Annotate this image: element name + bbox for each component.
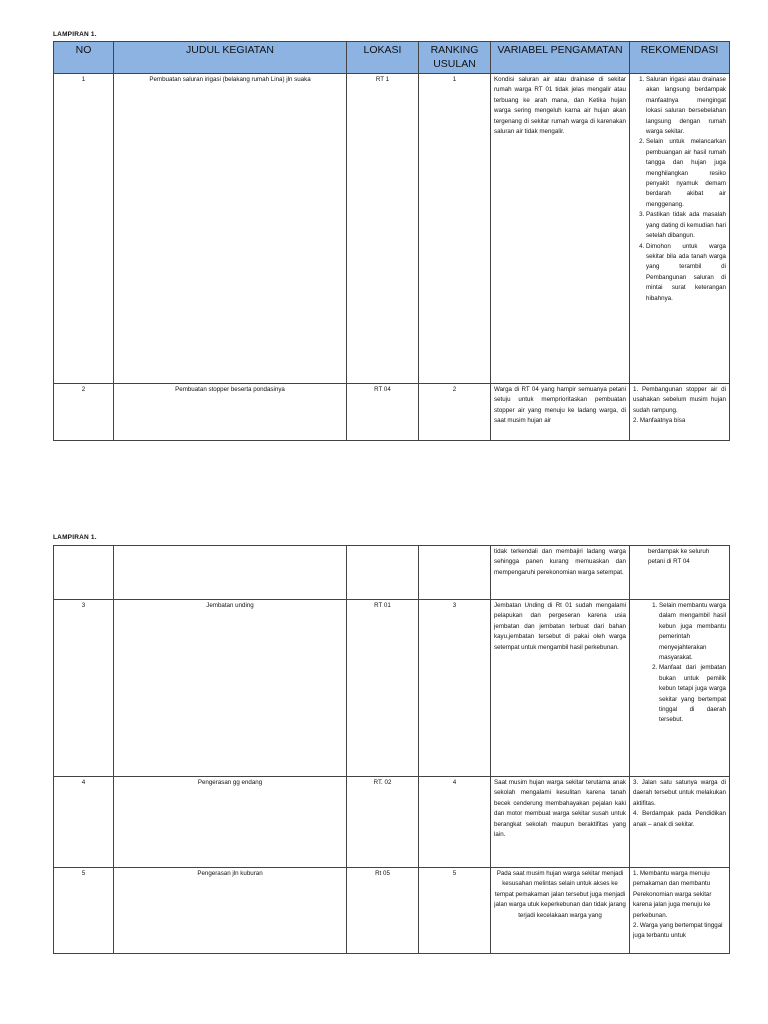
- list-item: 1. Saluran irigasi atau drainase akan langsung berdampak manfaatnya mengingat lokasi saluran bersebelahan langsung dengan rumah warga sekitar.: [646, 75, 726, 137]
- row-variabel: Kondisi saluran air atau drainase di sekitar rumah warga RT 01 tidak jelas mengalir atau terbuang ke arah mana, dan Ketika hujan warga sering mengeluh karna air hujan akan tergenang di sekitar rumah warga di karenakan saluran air tidak mengalir.: [491, 74, 630, 384]
- row-judul: Pembuatan saluran irigasi (belakang rumah Lina) jln suaka: [114, 74, 347, 384]
- row-judul: [114, 546, 347, 600]
- row-lokasi: [347, 546, 419, 600]
- list-item: 1. Pembangunan stopper air di usahakan sebelum musim hujan sudah rampung.: [633, 386, 726, 414]
- continuation-row: [54, 546, 730, 600]
- row-variabel: [491, 384, 630, 441]
- row-variabel: [491, 868, 630, 954]
- variabel-text: Pada saat musim hujan warga sekitar menjadi kesusahan melintas selain untuk akses ke tempat pemakaman jalan tersebut juga menjadi jalan warga utuk keperkebunan dan tidak jarang terjadi kecelakaan warga yang: [494, 870, 626, 919]
- row-judul: Pengerasan jln kuburan: [114, 868, 347, 954]
- row-judul: Pembuatan stopper beserta pondasinya: [114, 384, 347, 441]
- row-lokasi: Rt 05: [347, 868, 419, 954]
- row-variabel: Jembatan Unding di Rt 01 sudah mengalami pelapukan dan pergeseran karena usia jembatan dan jembatan terbuat dari bahan kayu,jembatan tersebut di pakai oleh warga setempat untuk mengambil hasil perkebunan.: [491, 600, 630, 777]
- row-variabel: tidak terkendali dan membajiri ladang warga sehingga panen kurang memuaskan dan mempengaruhi perekonomian warga setempat.: [491, 546, 630, 600]
- rekomendasi-text: [633, 385, 726, 437]
- rekomendasi-text: [633, 869, 726, 950]
- table-row: [54, 384, 730, 441]
- table-row: [54, 600, 730, 777]
- list-item: 2. Manfaatnya bisa: [633, 417, 686, 425]
- row-variabel: Saat musim hujan warga sekitar terutama anak sekolah mengalami kesulitan karena tanah becek cenderung membahayakan pejalan kaki dan motor membuat warga sekitar susah untuk berangkat sekolah maupun beraktifitas yang lain.: [491, 777, 630, 868]
- header-lokasi: LOKASI: [347, 42, 419, 74]
- row-rekomendasi: berdampak ke seluruh petani di RT 04: [630, 546, 730, 600]
- row-no: 3: [54, 600, 114, 777]
- row-no: 5: [54, 868, 114, 954]
- variabel-text: Warga di RT 04 yang hampir semuanya petani setuju untuk memprioritaskan pembuatan stopper air yang menuju ke ladang warga, di saat musim hujan air: [494, 386, 626, 425]
- row-rekomendasi: [630, 600, 730, 777]
- list-item: 3. Jalan satu satunya warga di daerah tersebut untuk melakukan aktifitas.: [633, 779, 726, 807]
- table-row: [54, 868, 730, 954]
- rekomendasi-list: [633, 75, 726, 304]
- row-rekomendasi: [630, 384, 730, 441]
- header-judul: JUDUL KEGIATAN: [114, 42, 347, 74]
- row-no: [54, 546, 114, 600]
- rekomendasi-list: [633, 601, 726, 726]
- row-rekomendasi: [630, 777, 730, 868]
- row-judul: Jembatan unding: [114, 600, 347, 777]
- list-item: 4. Berdampak pada Pendidikan anak – anak di sekitar.: [633, 810, 726, 828]
- page2-table: [53, 545, 730, 954]
- list-item: 2. Manfaat dari jembatan bukan untuk pemilik kebun tetapi juga warga sekitar yang bertempat tinggal di daerah tersebut.: [659, 663, 726, 725]
- header-ranking: RANKING USULAN: [419, 42, 491, 74]
- table-row: [54, 777, 730, 868]
- row-ranking: [419, 546, 491, 600]
- list-item: 4. Dimohon untuk warga sekitar bila ada tanah warga yang terambil di Pembangunan saluran di mintai surat keterangan hibahnya.: [646, 242, 726, 304]
- row-lokasi: RT 01: [347, 600, 419, 777]
- row-lokasi: RT. 02: [347, 777, 419, 868]
- row-ranking: 3: [419, 600, 491, 777]
- header-variabel: VARIABEL PENGAMATAN: [491, 42, 630, 74]
- row-no: 4: [54, 777, 114, 868]
- header-rekomendasi: REKOMENDASI: [630, 42, 730, 74]
- page1-table: [53, 41, 730, 441]
- header-row: [54, 42, 730, 74]
- row-no: 2: [54, 384, 114, 441]
- list-item: 1. Membantu warga menuju pemakaman dan membantu Perekonomian warga sekitar karena jalan juga menuju ke perkebunan.: [633, 870, 712, 919]
- row-ranking: 2: [419, 384, 491, 441]
- list-item: 3. Pastikan tidak ada masalah yang dating di kemudian hari setelah dibangun.: [646, 210, 726, 241]
- row-ranking: 1: [419, 74, 491, 384]
- list-item: 2. Warga yang bertempat tinggal juga terbantu untuk: [633, 922, 723, 940]
- row-lokasi: RT 1: [347, 74, 419, 384]
- row-rekomendasi: [630, 868, 730, 954]
- page-label: LAMPIRAN 1.: [53, 534, 97, 541]
- list-item: 1. Selain membantu warga dalam mengambil hasil kebun juga membantu pemerintah menyejahterakan masyarakat.: [659, 601, 726, 663]
- page-label: LAMPIRAN 1.: [53, 31, 97, 38]
- list-item: 2. Selain untuk melancarkan pembuangan air hasil rumah tangga dan hujan juga menghilangkan resiko penyakit nyamuk demam berdarah akibat air menggenang.: [646, 137, 726, 210]
- row-ranking: 4: [419, 777, 491, 868]
- header-no: NO: [54, 42, 114, 74]
- row-judul: Pengerasan gg endang: [114, 777, 347, 868]
- row-no: 1: [54, 74, 114, 384]
- row-lokasi: RT 04: [347, 384, 419, 441]
- row-rekomendasi: [630, 74, 730, 384]
- table-row: [54, 74, 730, 384]
- row-ranking: 5: [419, 868, 491, 954]
